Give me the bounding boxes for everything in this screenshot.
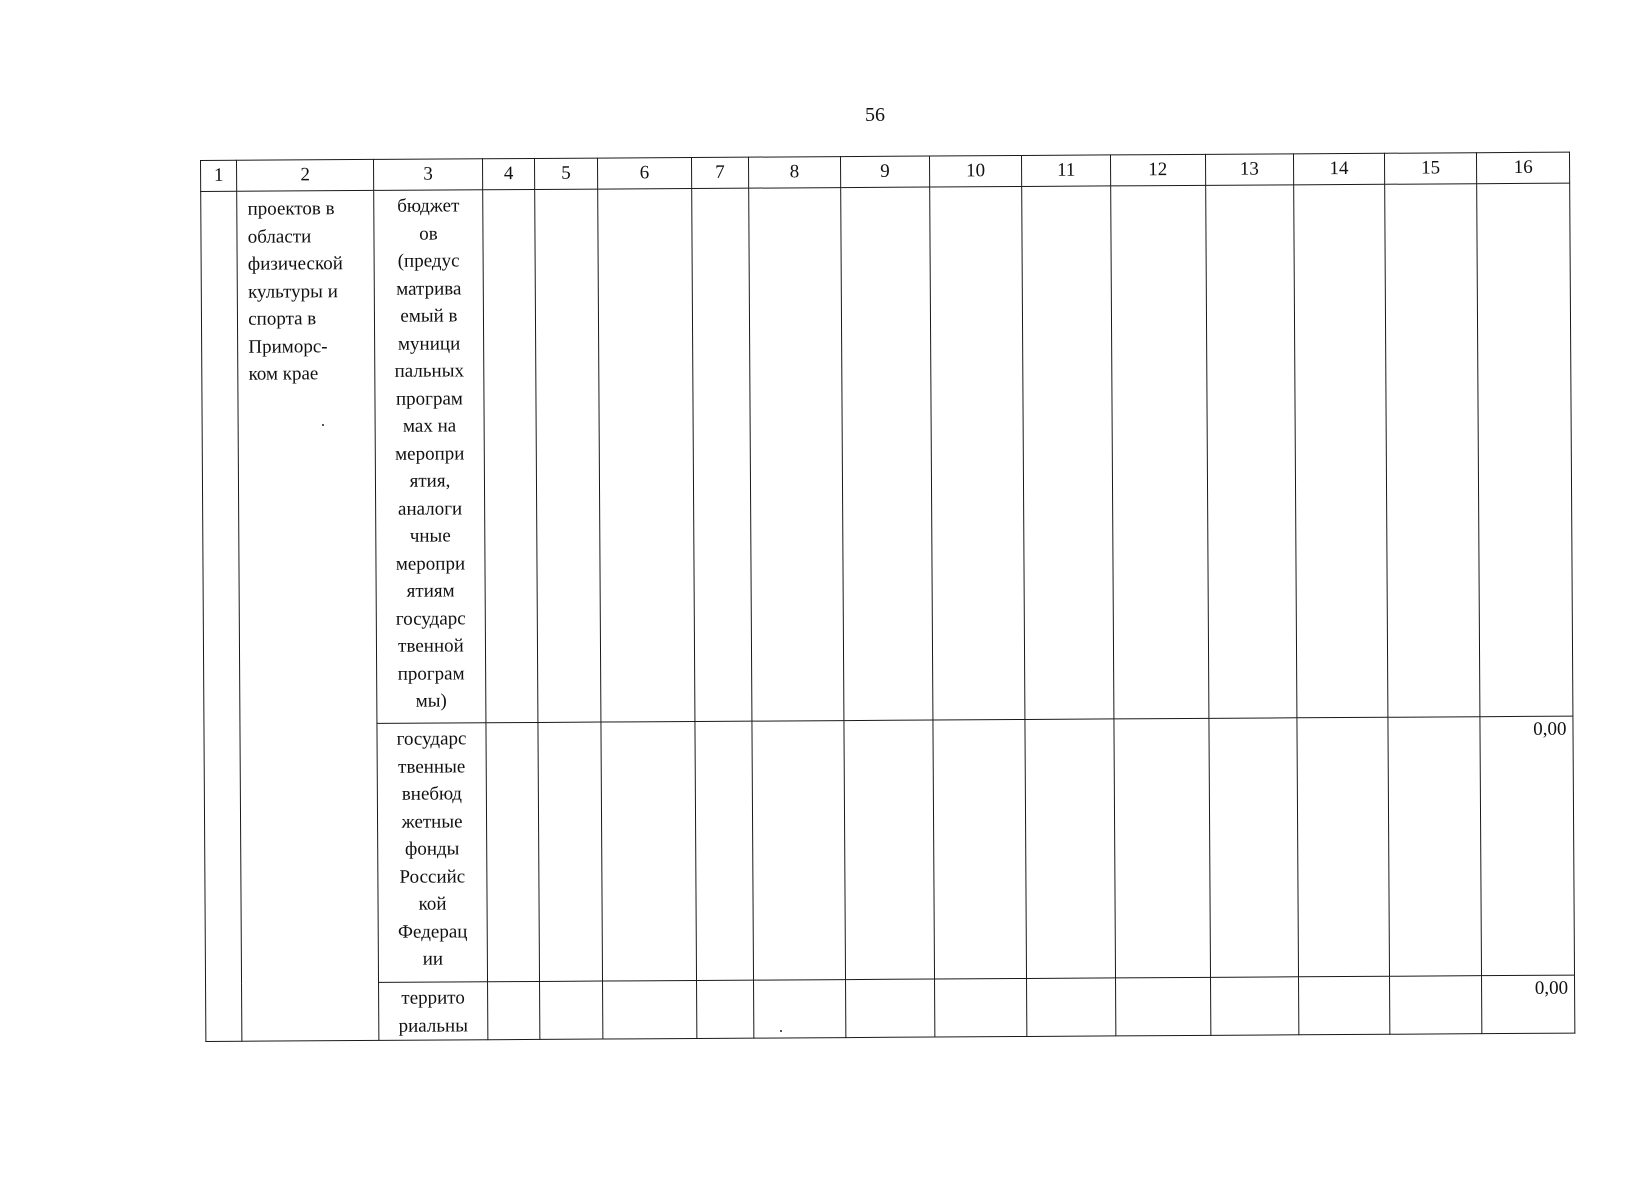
empty-cell <box>844 720 934 980</box>
row-number-cell <box>201 191 242 1041</box>
source-line: аналоги <box>397 497 463 520</box>
source-line: мы) <box>415 690 447 712</box>
source-line: твенной <box>398 635 464 657</box>
empty-cell <box>1210 977 1299 1036</box>
empty-cell <box>535 189 601 722</box>
empty-cell <box>692 188 752 721</box>
source-line: жетные <box>401 810 463 833</box>
empty-cell <box>487 981 540 1039</box>
column-header: 7 <box>692 157 749 188</box>
column-header: 16 <box>1477 152 1570 184</box>
row-name-line: культуры и <box>247 280 338 303</box>
empty-cell <box>751 721 845 981</box>
source-line: (предус <box>397 250 460 272</box>
empty-cell <box>601 721 697 981</box>
source-line: ятиям <box>406 580 455 602</box>
empty-cell <box>1389 976 1482 1035</box>
empty-cell <box>1384 184 1480 718</box>
source-line: чные <box>409 525 451 547</box>
row-name-line: области <box>247 225 312 248</box>
empty-cell <box>1205 185 1297 719</box>
column-header: 4 <box>482 158 535 189</box>
column-header: 2 <box>237 159 374 191</box>
empty-cell <box>1115 977 1210 1036</box>
row-name-line: Приморс- <box>248 335 328 358</box>
scan-speck <box>322 424 324 426</box>
page-number: 56 <box>865 104 885 126</box>
row-name-cell <box>237 190 379 1041</box>
column-header: 15 <box>1384 153 1477 185</box>
column-header: 1 <box>201 160 237 191</box>
source-line: програм <box>395 387 463 410</box>
empty-cell <box>1111 185 1209 719</box>
column-header: 8 <box>748 157 841 189</box>
column-header: 6 <box>597 157 692 189</box>
source-line: внебюд <box>401 783 462 805</box>
value-cell <box>1477 183 1573 717</box>
row-name-line: ком крае <box>248 363 319 385</box>
column-header: 14 <box>1294 153 1385 185</box>
empty-cell <box>695 721 753 980</box>
column-header: 13 <box>1205 154 1294 186</box>
budget-table-container <box>200 152 1575 1042</box>
source-line: твенные <box>398 755 466 778</box>
row-name-line: проектов в <box>247 198 335 220</box>
empty-cell <box>1208 718 1298 978</box>
source-line: кой <box>418 893 447 915</box>
empty-cell <box>602 980 697 1039</box>
source-line: государс <box>396 728 467 750</box>
source-cell <box>379 982 488 1041</box>
value-cell: 0,00 <box>1480 716 1574 976</box>
empty-cell <box>1114 718 1210 978</box>
scan-speck <box>780 1030 782 1032</box>
source-line: бюджет <box>397 195 460 217</box>
empty-cell <box>1297 717 1389 977</box>
empty-cell <box>846 979 935 1038</box>
empty-cell <box>1025 719 1115 979</box>
empty-cell <box>753 980 846 1039</box>
source-line: мах на <box>402 415 457 437</box>
source-line: емый в <box>400 305 458 327</box>
empty-cell <box>841 187 933 721</box>
empty-cell <box>934 978 1027 1037</box>
source-line: ятия, <box>409 470 451 492</box>
source-line: Федерац <box>397 920 468 943</box>
empty-cell <box>483 189 539 722</box>
empty-cell <box>538 722 602 981</box>
source-line: террито <box>401 987 465 1009</box>
table-row <box>204 716 1575 983</box>
empty-cell <box>697 980 754 1038</box>
column-header: 9 <box>841 156 930 188</box>
source-line: програм <box>397 662 465 685</box>
empty-cell <box>597 188 695 722</box>
source-line: государс <box>395 607 466 630</box>
column-header: 3 <box>374 159 483 191</box>
source-line: фонды <box>404 838 460 860</box>
row-name-line: физической <box>247 253 343 275</box>
source-line: ии <box>422 948 444 970</box>
source-line: муници <box>397 332 461 355</box>
source-line: риальны <box>398 1014 469 1037</box>
source-line: пальных <box>394 360 465 382</box>
empty-cell <box>929 186 1025 720</box>
empty-cell <box>933 719 1027 979</box>
table-row <box>206 975 1575 1041</box>
column-header: 10 <box>929 155 1022 187</box>
source-line: меропри <box>395 442 465 465</box>
source-line: ов <box>419 223 438 245</box>
source-line: Российс <box>399 865 466 888</box>
source-line: матрива <box>396 277 462 300</box>
column-header: 12 <box>1110 154 1205 186</box>
column-header: 5 <box>535 158 598 189</box>
empty-cell <box>486 722 540 981</box>
budget-table <box>200 152 1575 1042</box>
empty-cell <box>1294 184 1388 718</box>
empty-cell <box>748 188 844 722</box>
empty-cell <box>1299 976 1390 1035</box>
table-row <box>201 183 1573 724</box>
empty-cell <box>540 981 603 1039</box>
column-header: 11 <box>1022 155 1111 187</box>
source-cell <box>374 190 486 724</box>
row-name-line: спорта в <box>248 308 317 330</box>
empty-cell <box>1027 978 1116 1037</box>
source-line: меропри <box>395 552 466 575</box>
source-cell <box>377 723 487 983</box>
value-cell: 0,00 <box>1482 975 1575 1034</box>
empty-cell <box>1388 717 1482 977</box>
empty-cell <box>1022 186 1114 720</box>
